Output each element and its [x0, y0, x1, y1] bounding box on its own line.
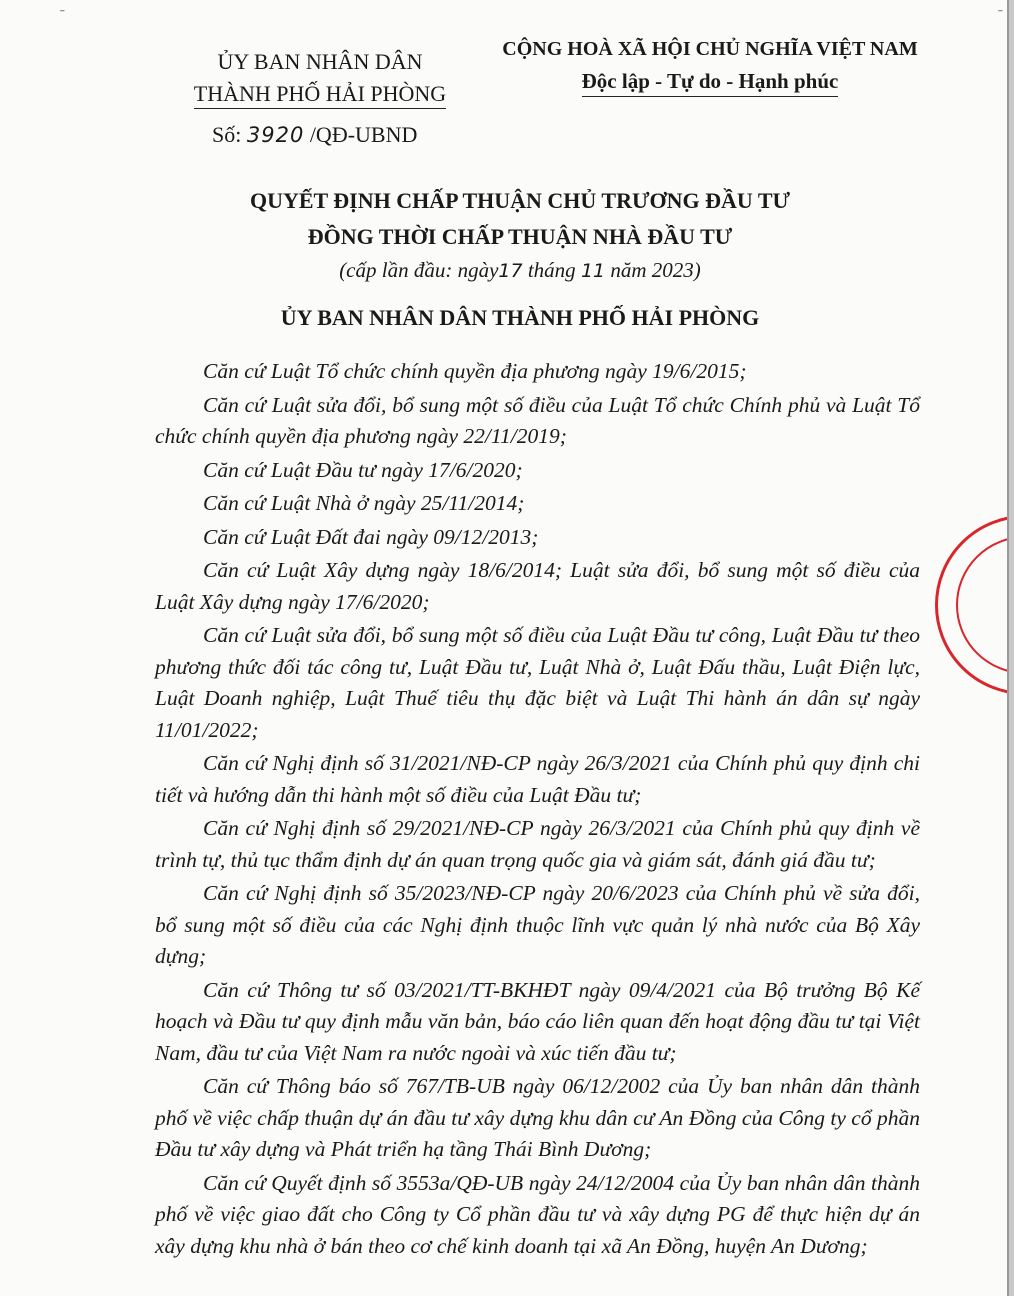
paragraph: Căn cứ Luật Nhà ở ngày 25/11/2014; [203, 491, 525, 515]
red-seal-stamp [935, 515, 1009, 695]
document-number [212, 122, 417, 148]
paragraph: Căn cứ Luật Tổ chức chính quyền địa phương ngày 19/6/2015; [203, 359, 747, 383]
doc-no-suffix: /QĐ-UBND [309, 122, 418, 147]
issue-day-handwritten: 17 [498, 260, 523, 282]
paragraph: Căn cứ Nghị định số 35/2023/NĐ-CP ngày 20/6/2023 của Chính phủ về sửa đổi, bổ sung một số điều của các Nghị định thuộc lĩnh vực quản lý nhà nước của Bộ Xây dựng; [155, 881, 920, 968]
issuing-agency [150, 46, 490, 110]
paragraph: Căn cứ Luật sửa đổi, bổ sung một số điều của Luật Đầu tư công, Luật Đầu tư theo phương thức đối tác công tư, Luật Đầu tư, Luật Nhà ở, Luật Đấu thầu, Luật Điện lực, Luật Doanh nghiệp, Luật Thuế tiêu thụ đặc biệt và Luật Thi hành án dân sự ngày 11/01/2022; [155, 623, 920, 742]
paragraph: Căn cứ Luật Xây dựng ngày 18/6/2014; Luật sửa đổi, bổ sung một số điều của Luật Xây dựng ngày 17/6/2020; [155, 558, 920, 614]
issue-date [160, 258, 880, 283]
scrollbar[interactable] [1009, 0, 1014, 1296]
agency-line1: ỦY BAN NHÂN DÂN [217, 49, 423, 74]
nation-name: CỘNG HOÀ XÃ HỘI CHỦ NGHĨA VIỆT NAM [502, 38, 918, 60]
corner-mark-left: ˉ [60, 8, 65, 23]
decision-title-line1: QUYẾT ĐỊNH CHẤP THUẬN CHỦ TRƯƠNG ĐẦU TƯ [249, 188, 791, 213]
doc-no-handwritten: 3920 [246, 123, 305, 147]
paragraph: Căn cứ Thông tư số 03/2021/TT-BKHĐT ngày 09/4/2021 của Bộ trưởng Bộ Kế hoạch và Đầu tư quy định mẫu văn bản, báo cáo liên quan đến hoạt động đầu tư tại Việt Nam, đầu tư của Việt Nam ra nước ngoài và xúc tiến đầu tư; [155, 977, 920, 1065]
paragraph: Căn cứ Nghị định số 29/2021/NĐ-CP ngày 26/3/2021 của Chính phủ quy định về trình tự, thủ tục thẩm định dự án quan trọng quốc gia và giám sát, đánh giá đầu tư; [155, 816, 920, 872]
paragraph: Căn cứ Nghị định số 31/2021/NĐ-CP ngày 26/3/2021 của Chính phủ quy định chi tiết và hướng dẫn thi hành một số điều của Luật Đầu tư; [155, 751, 920, 807]
issue-month-label: tháng [527, 258, 576, 282]
issuer-heading: ỦY BAN NHÂN DÂN THÀNH PHỐ HẢI PHÒNG [280, 305, 760, 330]
nation-motto: Độc lập - Tự do - Hạnh phúc [582, 66, 839, 97]
issue-month-handwritten: 11 [580, 260, 606, 282]
decision-title-line2: ĐỒNG THỜI CHẤP THUẬN NHÀ ĐẦU TƯ [307, 224, 733, 249]
paragraph: Căn cứ Quyết định số 3553a/QĐ-UB ngày 24/12/2004 của Ủy ban nhân dân thành phố về việc giao đất cho Công ty Cổ phần đầu tư và xây dựng PG để thực hiện dự án xây dựng khu nhà ở bán theo cơ chế kinh doanh tại xã An Đồng, huyện An Dương; [155, 1170, 920, 1258]
issue-year: năm 2023) [610, 258, 701, 282]
national-motto [490, 34, 930, 97]
issue-date-prefix: (cấp lần đầu: ngày [339, 258, 499, 282]
paragraph: Căn cứ Luật Đất đai ngày 09/12/2013; [203, 524, 539, 549]
corner-mark-right: ˉ [998, 8, 1003, 23]
seal-inner-ring [956, 536, 1009, 674]
paragraph: Căn cứ Luật sửa đổi, bổ sung một số điều của Luật Tổ chức Chính phủ và Luật Tổ chức chính quyền địa phương ngày 22/11/2019; [155, 392, 920, 448]
agency-line2: THÀNH PHỐ HẢI PHÒNG [194, 80, 446, 109]
doc-no-prefix: Số: [212, 122, 242, 147]
paragraph: Căn cứ Luật Đầu tư ngày 17/6/2020; [203, 457, 523, 482]
legal-basis [155, 356, 920, 1264]
paragraph: Căn cứ Thông báo số 767/TB-UB ngày 06/12/2002 của Ủy ban nhân dân thành phố về việc chấp thuận dự án đầu tư xây dựng khu dân cư An Đồng của Công ty cổ phần Đầu tư xây dựng và Phát triển hạ tầng Thái Bình Dương; [155, 1074, 920, 1161]
